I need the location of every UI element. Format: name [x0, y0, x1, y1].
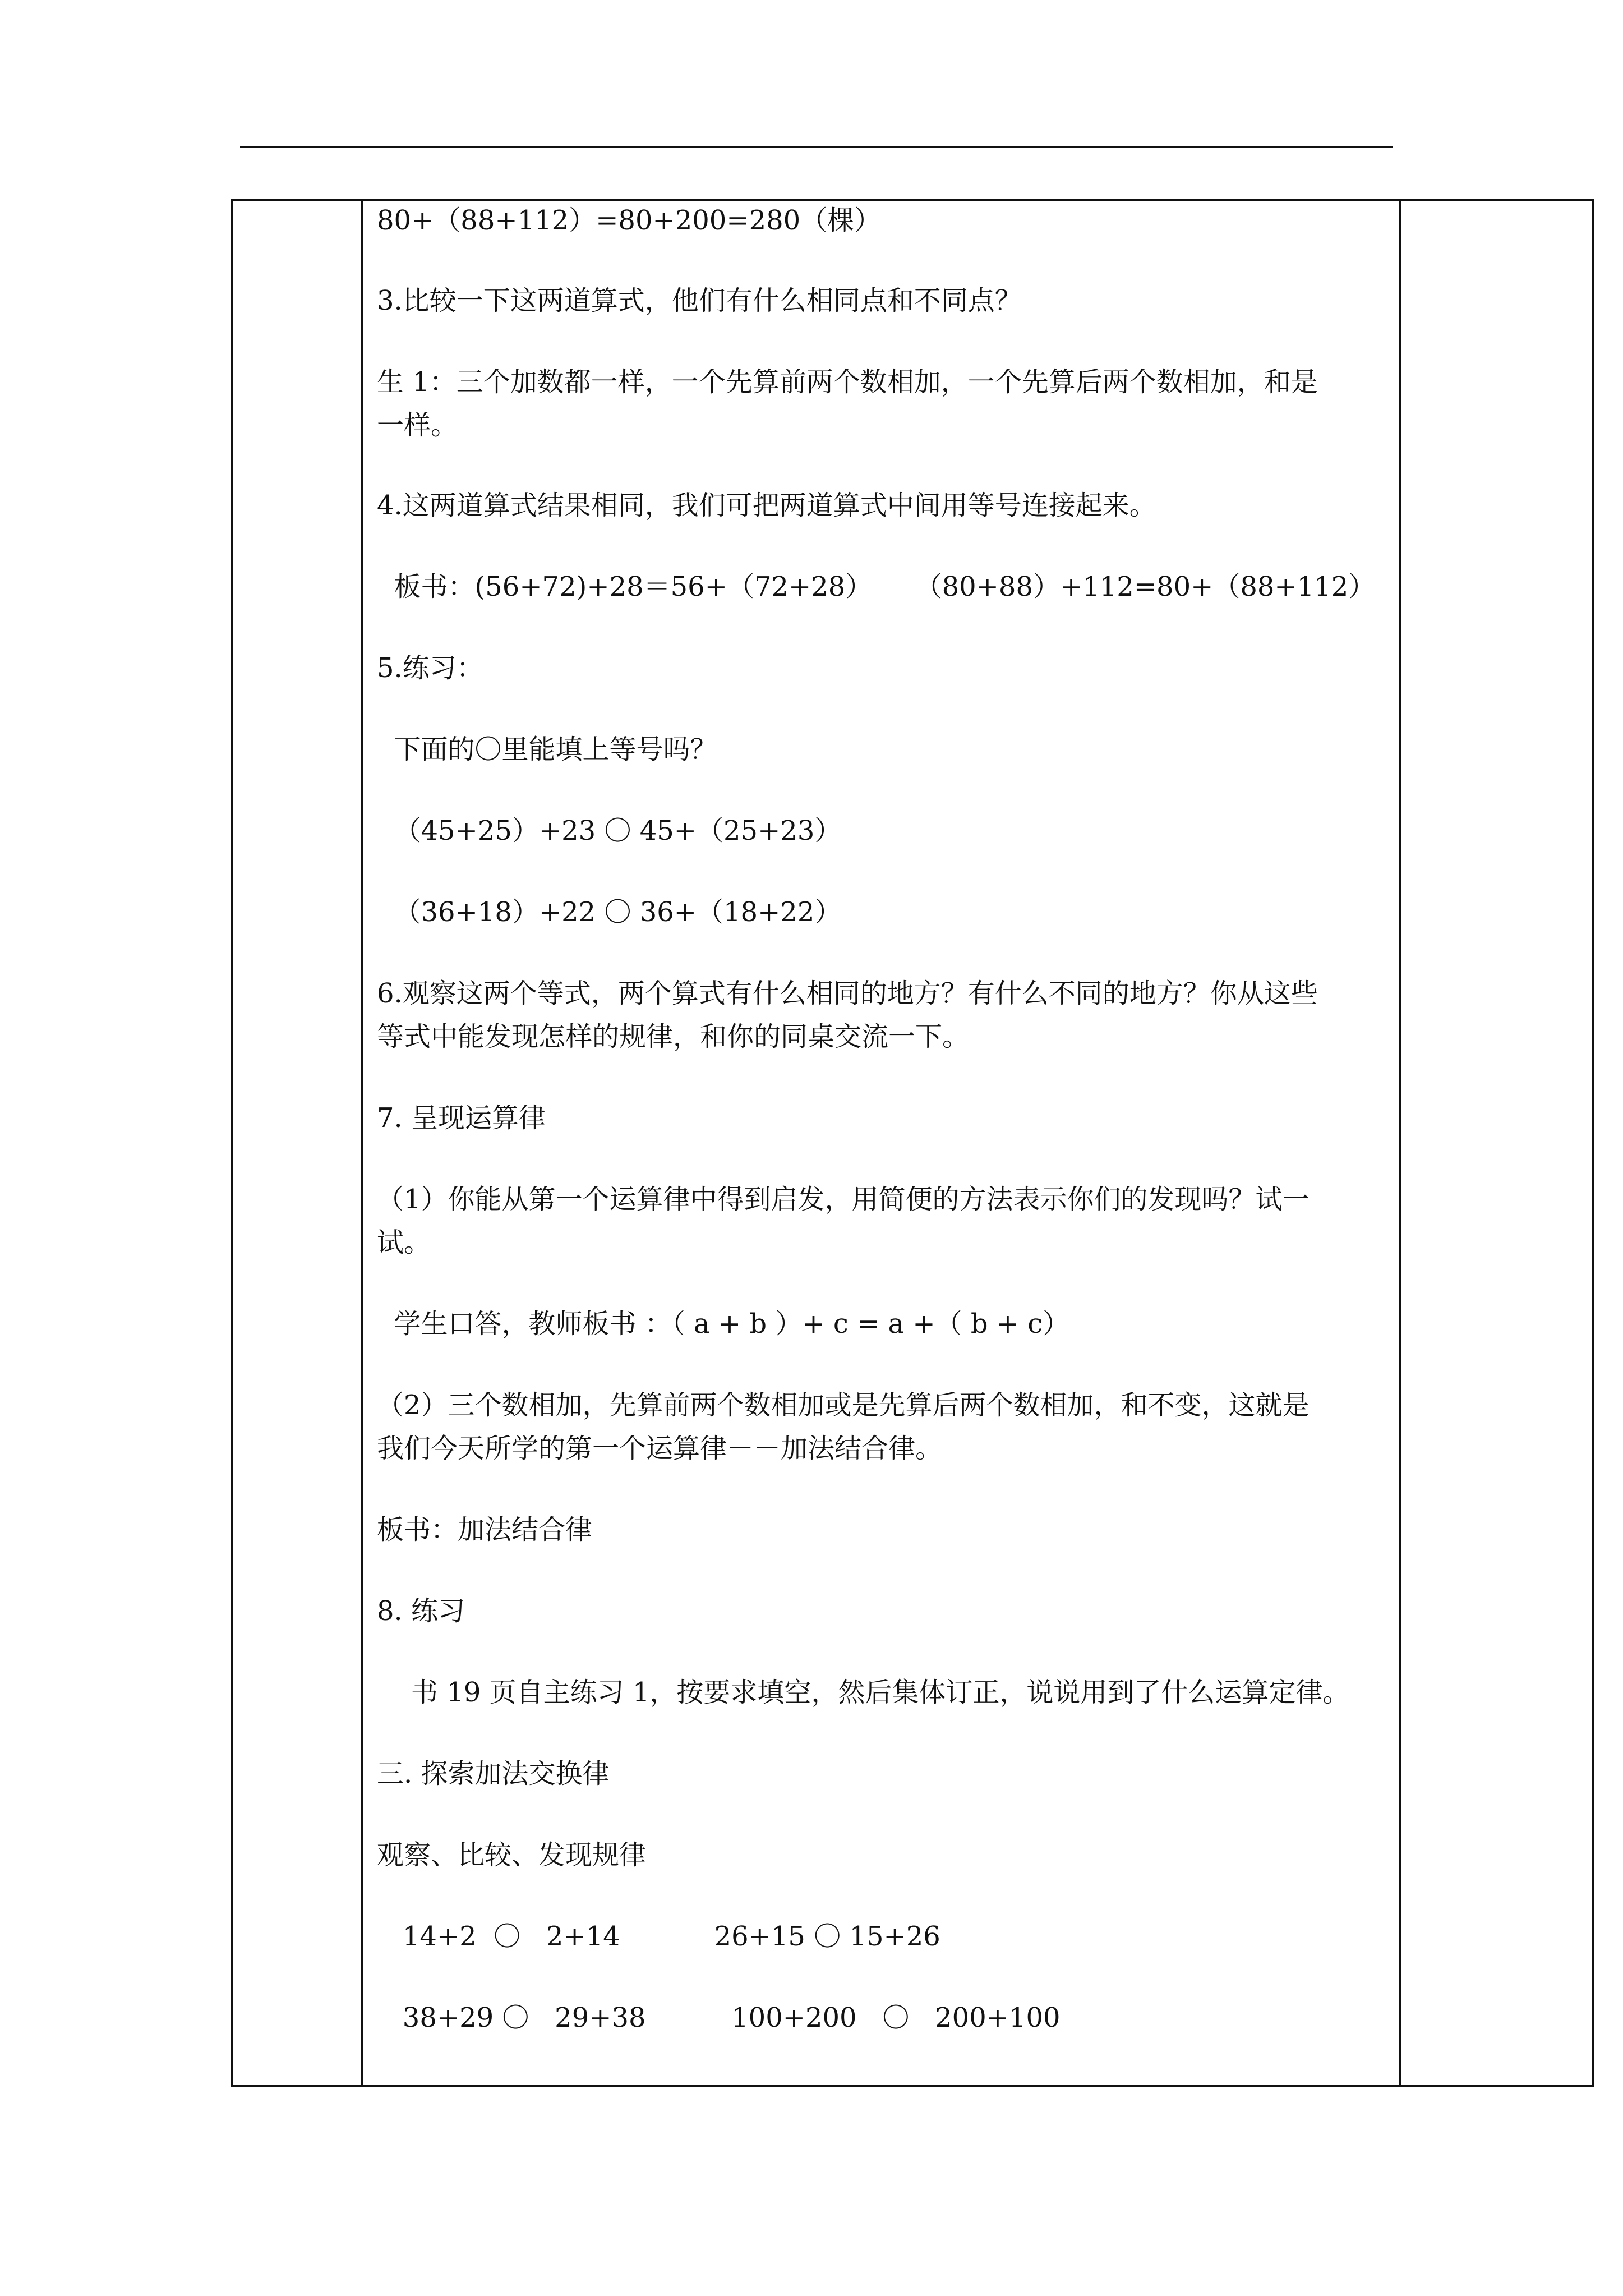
text-line: 3.比较一下这两道算式，他们有什么相同点和不同点？ [377, 285, 1022, 316]
lesson-table [231, 199, 1594, 2087]
table-column-divider-left [361, 199, 363, 2087]
text-line: 学生口答，教师板书 ：（ a + b ）+ c = a +（ b + c） [377, 1308, 1070, 1340]
text-line: 下面的〇里能填上等号吗？ [377, 734, 717, 765]
text-line: 板书：加法结合律 [377, 1514, 593, 1545]
text-line: 生 1：三个加数都一样，一个先算前两个数相加，一个先算后两个数相加，和是 [377, 366, 1318, 398]
text-line: 三. 探索加法交换律 [377, 1758, 610, 1789]
text-line: 7. 呈现运算律 [377, 1102, 546, 1134]
text-line: （1）你能从第一个运算律中得到启发，用简便的方法表示你们的发现吗？试一 [377, 1184, 1310, 1215]
table-column-divider-right [1399, 199, 1401, 2087]
text-line: 14+2 〇 2+14 26+15 〇 15+26 [377, 1921, 940, 1952]
header-rule [240, 146, 1393, 148]
text-line: 4.这两道算式结果相同，我们可把两道算式中间用等号连接起来。 [377, 490, 1156, 521]
text-line: （2）三个数相加，先算前两个数相加或是先算后两个数相加，和不变，这就是 [377, 1389, 1310, 1421]
text-line: 一样。 [377, 409, 458, 441]
text-line: 等式中能发现怎样的规律，和你的同桌交流一下。 [377, 1021, 970, 1052]
text-line: 38+29 〇 29+38 100+200 〇 200+100 [377, 2002, 1061, 2033]
text-line: 80+（88+112）=80+200=280（棵） [377, 205, 882, 236]
text-line: 试。 [377, 1227, 431, 1258]
text-line: 8. 练习 [377, 1595, 465, 1627]
text-line: 6.观察这两个等式，两个算式有什么相同的地方？有什么不同的地方？你从这些 [377, 978, 1318, 1009]
text-line: 我们今天所学的第一个运算律－－加法结合律。 [377, 1433, 943, 1464]
text-line: 观察、比较、发现规律 [377, 1839, 647, 1871]
text-line: 板书：(56+72)+28＝56+（72+28） （80+88）+112=80+（88+112） [377, 571, 1376, 602]
text-line: （36+18）+22 〇 36+（18+22） [377, 896, 842, 928]
text-line: 5.练习： [377, 652, 483, 684]
text-line: （45+25）+23 〇 45+（25+23） [377, 815, 842, 846]
text-line: 书 19 页自主练习 1，按要求填空，然后集体订正，说说用到了什么运算定律。 [377, 1677, 1350, 1708]
